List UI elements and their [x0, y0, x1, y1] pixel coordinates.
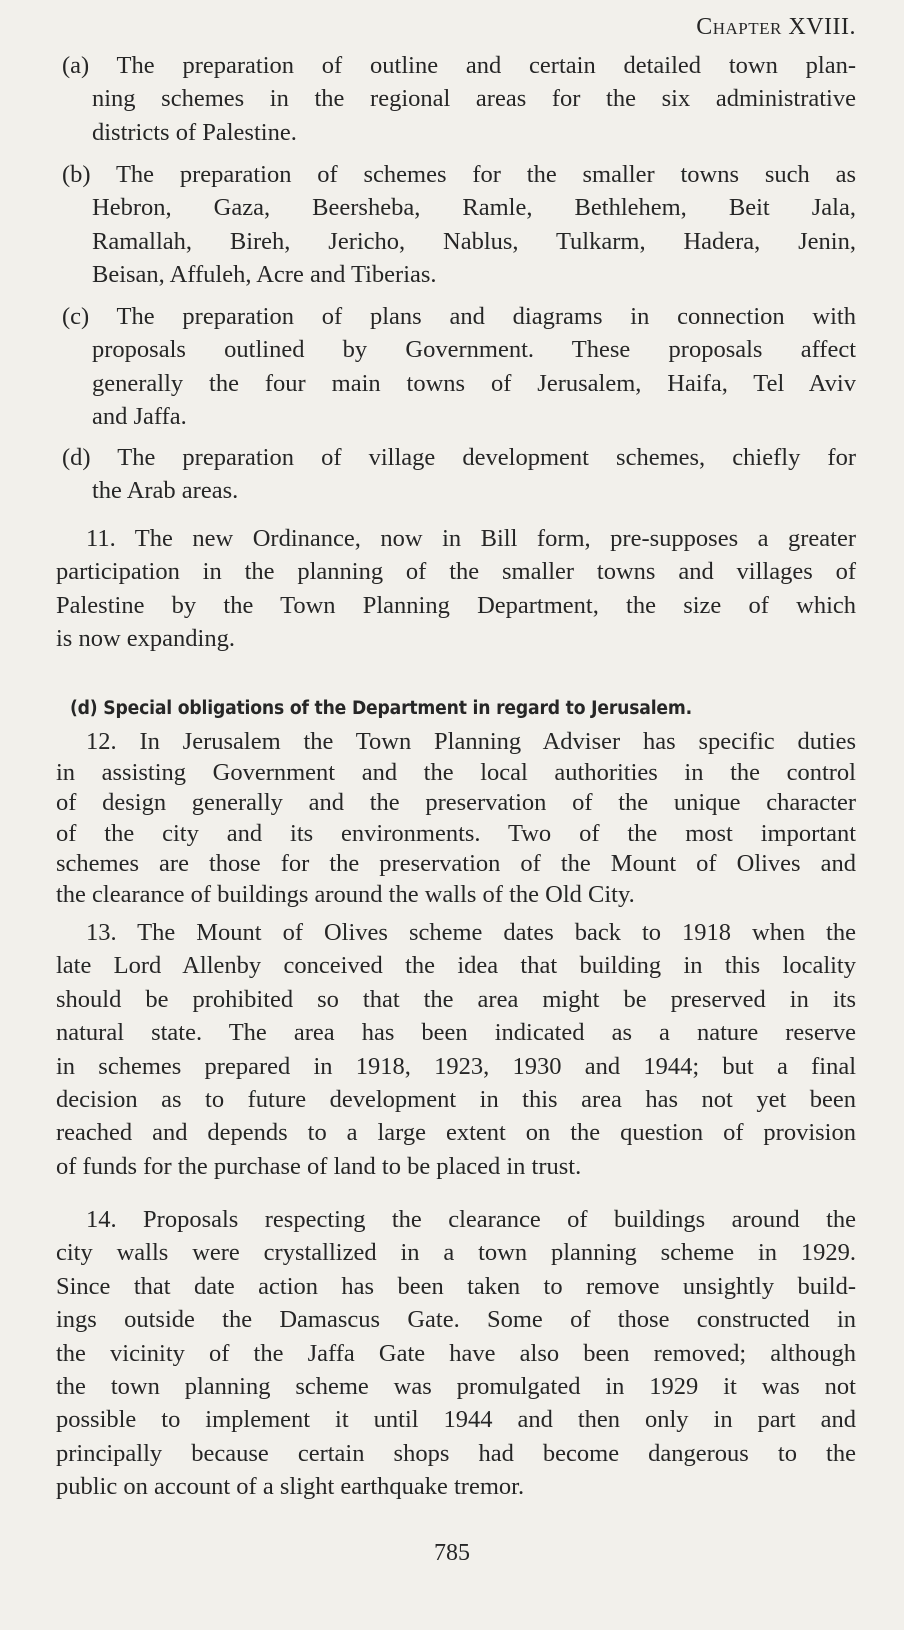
text-line: the Arab areas. [92, 477, 239, 505]
text-line: decision as to future development in this area has not yet been [56, 1085, 856, 1113]
text-line: 12. In Jerusalem the Town Planning Adviser has specific duties [86, 728, 856, 755]
text-line: the clearance of buildings around the walls of the Old City. [56, 880, 635, 908]
text-line: possible to implement it until 1944 and then only in part and [56, 1406, 856, 1434]
text-line: participation in the planning of the smaller towns and villages of [56, 558, 856, 586]
text-line: of funds for the purchase of land to be placed in trust. [56, 1152, 582, 1180]
chapter-header: Chapter XVIII. [696, 14, 856, 40]
text-line: 11. The new Ordinance, now in Bill form, pre-supposes a greater [86, 525, 856, 552]
text-line: is now expanding. [56, 625, 235, 653]
paragraph-d [62, 441, 856, 508]
paragraph-b [62, 158, 856, 292]
text-line: the vicinity of the Jaffa Gate have also been removed; although [56, 1339, 856, 1367]
text-line: and Jaffa. [92, 403, 187, 431]
text-line: reached and depends to a large extent on the question of provision [56, 1119, 856, 1147]
text-line: natural state. The area has been indicated as a nature reserve [56, 1019, 856, 1047]
text-line: Hebron, Gaza, Beersheba, Ramle, Bethlehem, Beit Jala, [92, 194, 856, 222]
text-line: (b) The preparation of schemes for the smaller towns such as [62, 161, 856, 188]
text-line: (c) The preparation of plans and diagrams in connection with [62, 303, 856, 330]
text-line: 14. Proposals respecting the clearance of buildings around the [86, 1206, 856, 1233]
text-line: principally because certain shops had become dangerous to the [56, 1439, 856, 1467]
text-line: proposals outlined by Government. These proposals affect [92, 336, 856, 364]
text-line: Ramallah, Bireh, Jericho, Nablus, Tulkarm, Hadera, Jenin, [92, 227, 856, 255]
paragraph-14 [56, 1203, 856, 1504]
text-line: the town planning scheme was promulgated in 1929 it was not [56, 1372, 856, 1400]
text-line: Beisan, Affuleh, Acre and Tiberias. [92, 261, 437, 289]
text-line: ings outside the Damascus Gate. Some of those constructed in [56, 1306, 856, 1334]
paragraph-11 [56, 522, 856, 656]
text-line: late Lord Allenby conceived the idea that building in this locality [56, 952, 856, 980]
text-line: ning schemes in the regional areas for the six administrative [92, 85, 856, 113]
text-line: should be prohibited so that the area might be preserved in its [56, 985, 856, 1013]
text-line: of design generally and the preservation of the unique character [56, 789, 856, 816]
text-line: (a) The preparation of outline and certain detailed town plan- [62, 52, 856, 79]
paragraph-13 [56, 916, 856, 1183]
text-line: Palestine by the Town Planning Department, the size of which [56, 591, 856, 619]
paragraph-a [62, 49, 856, 149]
paragraph-12 [56, 727, 856, 910]
text-line: Since that date action has been taken to remove unsightly build- [56, 1272, 856, 1300]
text-line: in schemes prepared in 1918, 1923, 1930 and 1944; but a final [56, 1052, 856, 1080]
text-line: of the city and its environments. Two of the most important [56, 819, 856, 847]
text-line: (d) The preparation of village development schemes, chiefly for [62, 444, 856, 471]
page-number: 785 [434, 1540, 470, 1566]
paragraph-c [62, 300, 856, 434]
section-heading: (d) Special obligations of the Department in regard to Jerusalem. [70, 698, 692, 719]
text-line: in assisting Government and the local authorities in the control [56, 758, 856, 786]
text-line: districts of Palestine. [92, 118, 297, 146]
text-line: public on account of a slight earthquake tremor. [56, 1473, 525, 1501]
text-line: schemes are those for the preservation of the Mount of Olives and [56, 850, 856, 877]
text-line: city walls were crystallized in a town planning scheme in 1929. [56, 1239, 856, 1267]
text-line: 13. The Mount of Olives scheme dates back to 1918 when the [86, 919, 856, 946]
text-line: generally the four main towns of Jerusalem, Haifa, Tel Aviv [92, 369, 856, 397]
